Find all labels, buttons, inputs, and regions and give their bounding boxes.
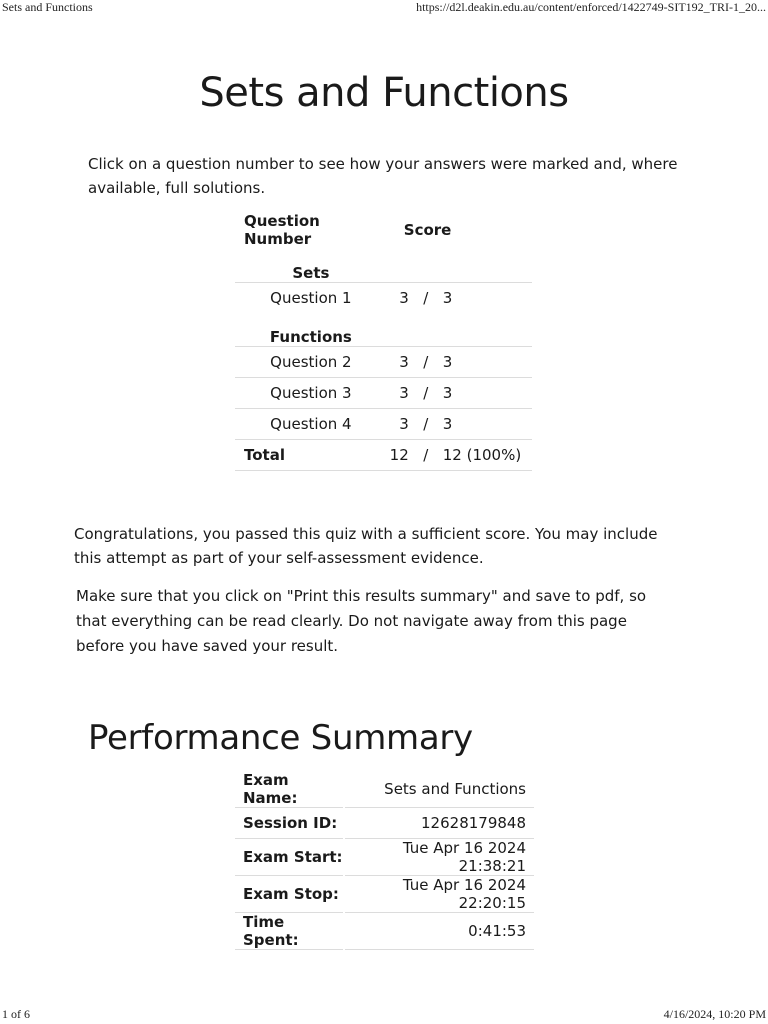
question-row-4[interactable] <box>235 409 532 440</box>
score-max: 3 <box>442 415 453 433</box>
score-got: 3 <box>399 384 409 402</box>
question-link-4[interactable]: Question 4 <box>235 409 387 440</box>
page-title: Sets and Functions <box>199 70 569 116</box>
perf-row-exam-stop <box>235 876 534 913</box>
print-datetime: 4/16/2024, 10:20 PM <box>663 1007 766 1021</box>
score-separator: / <box>423 415 429 433</box>
perf-label: Time Spent: <box>235 913 344 950</box>
question-row-2[interactable] <box>235 347 532 378</box>
question-row-1[interactable] <box>235 282 532 313</box>
perf-row-exam-name <box>235 771 534 808</box>
total-max: 12 (100%) <box>442 446 522 464</box>
perf-value: 0:41:53 <box>344 913 534 950</box>
total-score <box>387 440 532 471</box>
section-label-sets: Sets <box>292 263 330 282</box>
perf-label: Exam Name: <box>235 771 344 808</box>
congratulations-text: Congratulations, you passed this quiz with a sufficient score. You may include this attempt as part of your self-assessment evidence. <box>74 525 658 567</box>
score-header: Score <box>403 221 452 239</box>
total-row <box>235 440 532 471</box>
question-link-3[interactable]: Question 3 <box>235 378 387 409</box>
question-number-header: Question Number <box>244 212 320 248</box>
print-header <box>0 0 768 15</box>
performance-summary-table <box>235 771 534 950</box>
score-got: 3 <box>399 415 409 433</box>
print-instruction-text: Make sure that you click on "Print this results summary" and save to pdf, so that everything can be read clearly. Do not navigate away from this page before you have saved your result. <box>76 587 647 655</box>
question-score-3 <box>387 378 532 409</box>
perf-label: Exam Start: <box>235 839 344 876</box>
question-score-1 <box>387 282 532 313</box>
section-label-functions: Functions <box>269 328 352 346</box>
section-row-functions <box>235 313 532 347</box>
question-link-1[interactable]: Question 1 <box>235 282 387 313</box>
print-header-title: Sets and Functions <box>2 0 93 14</box>
perf-value: Tue Apr 16 2024 22:20:15 <box>344 876 534 913</box>
score-got: 3 <box>399 288 409 307</box>
total-label: Total <box>235 440 387 471</box>
perf-row-exam-start <box>235 839 534 876</box>
score-max: 3 <box>442 384 453 402</box>
perf-label: Exam Stop: <box>235 876 344 913</box>
perf-value: Sets and Functions <box>344 771 534 808</box>
total-got: 12 <box>389 446 409 464</box>
performance-summary-title: Performance Summary <box>88 718 473 758</box>
question-score-4 <box>387 409 532 440</box>
score-got: 3 <box>399 353 409 371</box>
score-separator: / <box>423 384 429 402</box>
intro-text: Click on a question number to see how your answers were marked and, where available, full solutions. <box>88 155 678 197</box>
perf-value: Tue Apr 16 2024 21:38:21 <box>344 839 534 876</box>
page-number: 1 of 6 <box>2 1007 30 1021</box>
score-max: 3 <box>442 353 453 371</box>
score-separator: / <box>423 353 429 371</box>
perf-value: 12628179848 <box>344 808 534 839</box>
perf-row-time-spent <box>235 913 534 950</box>
results-table <box>235 212 532 471</box>
print-footer <box>0 1007 768 1022</box>
score-separator: / <box>423 288 429 307</box>
results-header-row <box>235 212 532 248</box>
total-separator: / <box>423 446 429 464</box>
perf-row-session-id <box>235 808 534 839</box>
perf-label: Session ID: <box>235 808 344 839</box>
question-row-3[interactable] <box>235 378 532 409</box>
section-row-sets <box>235 248 532 282</box>
print-header-url: https://d2l.deakin.edu.au/content/enforced/1422749-SIT192_TRI-1_20... <box>416 0 766 14</box>
score-max: 3 <box>442 288 453 307</box>
question-score-2 <box>387 347 532 378</box>
question-link-2[interactable]: Question 2 <box>235 347 387 378</box>
